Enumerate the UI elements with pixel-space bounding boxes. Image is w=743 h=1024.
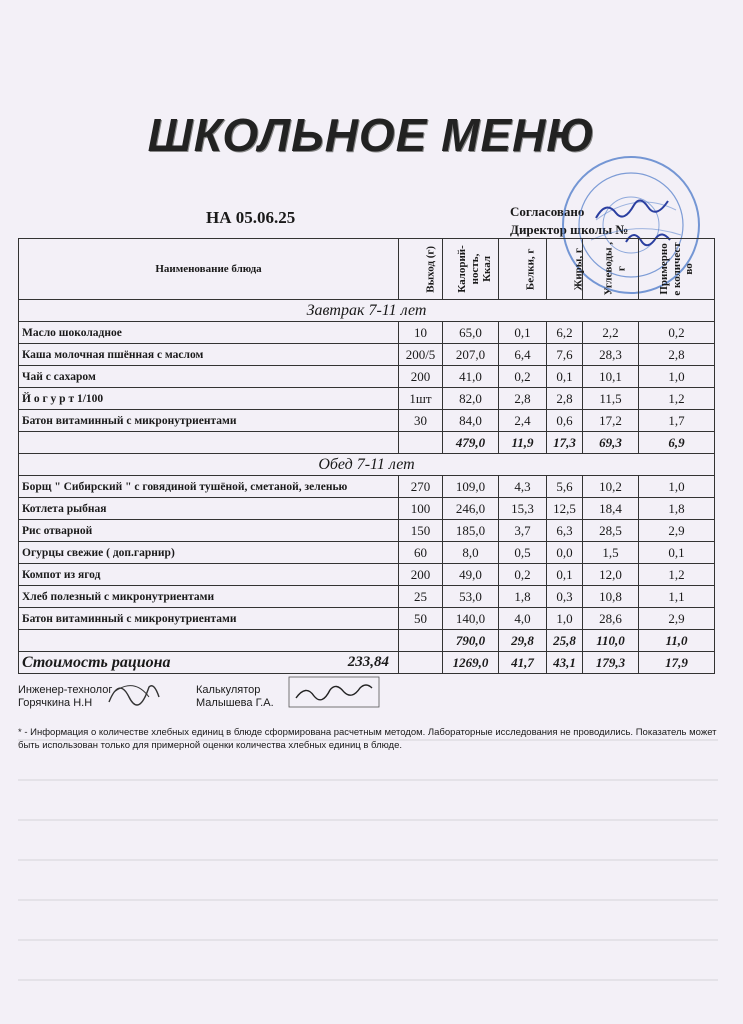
table-row <box>19 344 715 366</box>
dish-weight: 100 <box>399 498 443 520</box>
dish-fat: 6,2 <box>547 322 583 344</box>
handwritten-signature-icon <box>104 672 164 712</box>
table-row <box>19 564 715 586</box>
menu-date: НА 05.06.25 <box>206 208 296 227</box>
dish-fat: 7,6 <box>547 344 583 366</box>
cost-calories: 1269,0 <box>443 652 499 674</box>
total-calories: 479,0 <box>443 432 499 454</box>
total-carbs: 69,3 <box>583 432 639 454</box>
dish-calories: 82,0 <box>443 388 499 410</box>
dish-protein: 0,1 <box>499 322 547 344</box>
calculator-signature <box>196 684 274 710</box>
dish-name: Батон витаминный с микронутриентами <box>19 608 399 630</box>
dish-calories: 109,0 <box>443 476 499 498</box>
dish-protein: 4,0 <box>499 608 547 630</box>
dish-weight: 270 <box>399 476 443 498</box>
table-row <box>19 476 715 498</box>
dish-protein: 15,3 <box>499 498 547 520</box>
table-row <box>19 520 715 542</box>
dish-name: Й о г у р т 1/100 <box>19 388 399 410</box>
calculator-role: Калькулятор <box>196 684 261 696</box>
dish-fat: 5,6 <box>547 476 583 498</box>
dish-approx: 2,9 <box>639 520 715 542</box>
dish-approx: 1,0 <box>639 366 715 388</box>
footnote: * - Информация о количестве хлебных единиц в блюде сформирована расчетным методом. Лабораторные исследования не проводились. Показатель может быть использован только для примерной оценки количества хлебных единиц в блюде. <box>18 727 717 751</box>
table-row <box>19 542 715 564</box>
dish-weight: 150 <box>399 520 443 542</box>
dish-weight: 200 <box>399 564 443 586</box>
total-approx: 6,9 <box>639 432 715 454</box>
technologist-name: Горячкина Н.Н <box>18 697 93 709</box>
dish-fat: 0,1 <box>547 366 583 388</box>
dish-carbs: 28,5 <box>583 520 639 542</box>
cost-fat: 43,1 <box>547 652 583 674</box>
dish-protein: 0,2 <box>499 564 547 586</box>
col-name-header: Наименование блюда <box>19 239 399 300</box>
dish-weight: 200/5 <box>399 344 443 366</box>
dish-weight: 60 <box>399 542 443 564</box>
dish-protein: 1,8 <box>499 586 547 608</box>
dish-calories: 185,0 <box>443 520 499 542</box>
cost-protein: 41,7 <box>499 652 547 674</box>
director-label: Директор школы № <box>510 222 629 237</box>
table-row <box>19 388 715 410</box>
col-carbs-header: Углеводы , г <box>583 239 639 300</box>
dish-name: Рис отварной <box>19 520 399 542</box>
dish-fat: 0,0 <box>547 542 583 564</box>
dish-name: Чай с сахаром <box>19 366 399 388</box>
total-row <box>19 630 715 652</box>
dish-name: Масло шоколадное <box>19 322 399 344</box>
menu-table <box>18 238 715 674</box>
table-row <box>19 498 715 520</box>
dish-approx: 0,2 <box>639 322 715 344</box>
dish-name: Огурцы свежие ( доп.гарнир) <box>19 542 399 564</box>
dish-approx: 1,2 <box>639 564 715 586</box>
dish-fat: 2,8 <box>547 388 583 410</box>
dish-fat: 0,1 <box>547 564 583 586</box>
dish-carbs: 18,4 <box>583 498 639 520</box>
dish-name: Батон витаминный с микронутриентами <box>19 410 399 432</box>
section-title: Обед 7-11 лет <box>19 454 715 476</box>
dish-protein: 0,2 <box>499 366 547 388</box>
dish-name: Борщ " Сибирский " с говядиной тушёной, сметаной, зеленью <box>19 476 399 498</box>
dish-carbs: 17,2 <box>583 410 639 432</box>
dish-carbs: 11,5 <box>583 388 639 410</box>
dish-approx: 1,2 <box>639 388 715 410</box>
dish-calories: 84,0 <box>443 410 499 432</box>
total-approx: 11,0 <box>639 630 715 652</box>
col-protein-header: Белки, г <box>499 239 547 300</box>
total-carbs: 110,0 <box>583 630 639 652</box>
total-fat: 17,3 <box>547 432 583 454</box>
total-empty-cell <box>399 432 443 454</box>
total-row <box>19 432 715 454</box>
dish-carbs: 28,6 <box>583 608 639 630</box>
dish-weight: 1шт <box>399 388 443 410</box>
dish-calories: 65,0 <box>443 322 499 344</box>
dish-protein: 2,4 <box>499 410 547 432</box>
page-title: ШКОЛЬНОЕ МЕНЮ <box>147 109 596 161</box>
dish-calories: 53,0 <box>443 586 499 608</box>
table-row <box>19 322 715 344</box>
dish-protein: 2,8 <box>499 388 547 410</box>
total-empty-cell <box>19 630 399 652</box>
dish-approx: 1,0 <box>639 476 715 498</box>
dish-name: Хлеб полезный с микронутриентами <box>19 586 399 608</box>
total-protein: 11,9 <box>499 432 547 454</box>
dish-calories: 49,0 <box>443 564 499 586</box>
dish-protein: 6,4 <box>499 344 547 366</box>
table-row <box>19 608 715 630</box>
dish-weight: 30 <box>399 410 443 432</box>
col-calories-header: Калорий-ность, Ккал <box>443 239 499 300</box>
dish-carbs: 12,0 <box>583 564 639 586</box>
section-header-row <box>19 300 715 322</box>
cost-empty-cell <box>399 652 443 674</box>
total-empty-cell <box>19 432 399 454</box>
technologist-signature <box>18 684 112 710</box>
dish-approx: 0,1 <box>639 542 715 564</box>
total-fat: 25,8 <box>547 630 583 652</box>
approved-label: Согласовано <box>510 204 585 219</box>
dish-approx: 2,8 <box>639 344 715 366</box>
dish-weight: 10 <box>399 322 443 344</box>
dish-carbs: 1,5 <box>583 542 639 564</box>
dish-fat: 0,3 <box>547 586 583 608</box>
dish-protein: 3,7 <box>499 520 547 542</box>
technologist-role: Инженер-технолог <box>18 684 113 696</box>
dish-approx: 1,7 <box>639 410 715 432</box>
table-row <box>19 586 715 608</box>
calculator-name: Малышева Г.А. <box>196 697 274 709</box>
dish-name: Котлета рыбная <box>19 498 399 520</box>
dish-fat: 6,3 <box>547 520 583 542</box>
cost-value: 233,84 <box>347 653 389 670</box>
dish-calories: 41,0 <box>443 366 499 388</box>
dish-fat: 0,6 <box>547 410 583 432</box>
dish-carbs: 28,3 <box>583 344 639 366</box>
table-header-row <box>19 239 715 300</box>
cost-label-cell <box>19 652 399 674</box>
dish-protein: 0,5 <box>499 542 547 564</box>
dish-carbs: 2,2 <box>583 322 639 344</box>
col-approx-header: Примерно е количест во <box>639 239 715 300</box>
col-weight-header: Выход (г) <box>399 239 443 300</box>
dish-name: Каша молочная пшённая с маслом <box>19 344 399 366</box>
dish-approx: 2,9 <box>639 608 715 630</box>
dish-carbs: 10,8 <box>583 586 639 608</box>
cost-row <box>19 652 715 674</box>
table-row <box>19 366 715 388</box>
dish-calories: 246,0 <box>443 498 499 520</box>
dish-name: Компот из ягод <box>19 564 399 586</box>
total-calories: 790,0 <box>443 630 499 652</box>
dish-fat: 12,5 <box>547 498 583 520</box>
table-row <box>19 410 715 432</box>
total-empty-cell <box>399 630 443 652</box>
dish-approx: 1,8 <box>639 498 715 520</box>
section-header-row <box>19 454 715 476</box>
dish-weight: 50 <box>399 608 443 630</box>
bleed-through-shadow <box>18 740 718 1020</box>
dish-calories: 8,0 <box>443 542 499 564</box>
dish-calories: 140,0 <box>443 608 499 630</box>
dish-protein: 4,3 <box>499 476 547 498</box>
dish-approx: 1,1 <box>639 586 715 608</box>
col-fat-header: Жиры, г <box>547 239 583 300</box>
cost-approx: 17,9 <box>639 652 715 674</box>
cost-label: Стоимость рациона <box>22 653 171 671</box>
cost-carbs: 179,3 <box>583 652 639 674</box>
dish-carbs: 10,2 <box>583 476 639 498</box>
dish-calories: 207,0 <box>443 344 499 366</box>
dish-weight: 25 <box>399 586 443 608</box>
dish-weight: 200 <box>399 366 443 388</box>
dish-carbs: 10,1 <box>583 366 639 388</box>
handwritten-signature-icon <box>288 676 380 708</box>
dish-fat: 1,0 <box>547 608 583 630</box>
section-title: Завтрак 7-11 лет <box>19 300 715 322</box>
total-protein: 29,8 <box>499 630 547 652</box>
